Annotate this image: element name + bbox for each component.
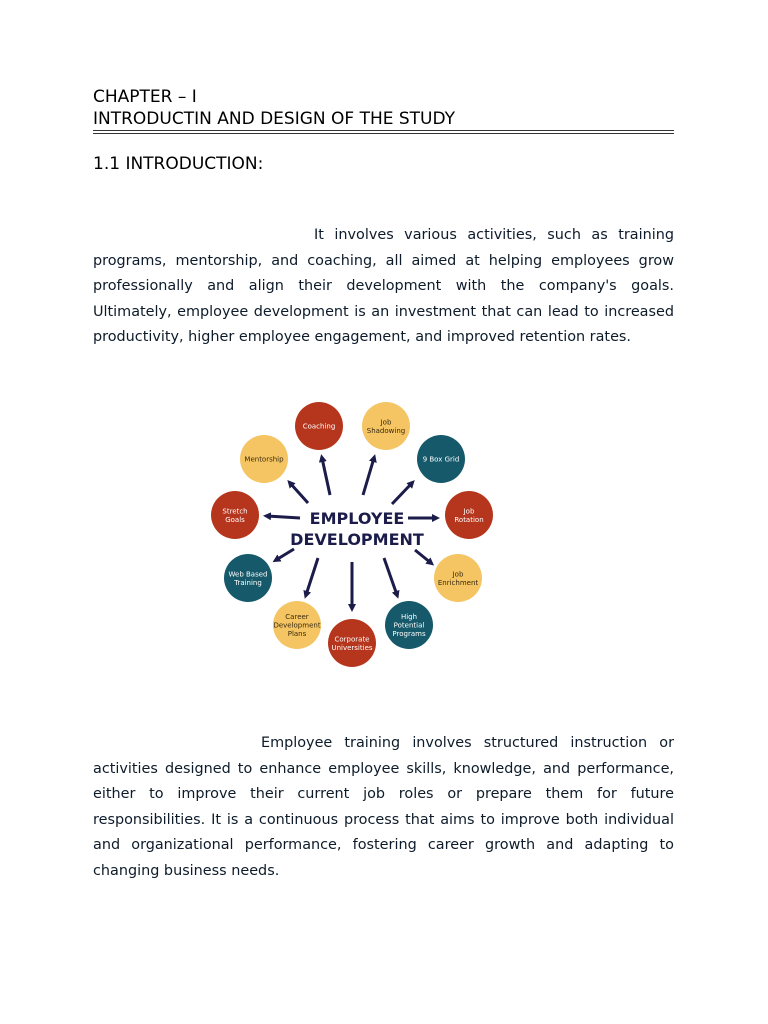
diagram-node-label: Training	[234, 578, 262, 587]
diagram-node-label: Development	[273, 621, 321, 630]
intro-paragraph: It involves various activities, such as training programs, mentorship, and coaching, all aimed at helping employees grow professionally and align their development with the company's goals. Ultimately, employee development is an investment that can lead to increased productivity, higher employee engagement, and improved retention rates.	[93, 227, 674, 345]
diagram-node	[417, 435, 465, 483]
diagram-arrow	[363, 458, 374, 495]
diagram-node-label: Plans	[287, 630, 307, 638]
diagram-node-label: Enrichment	[437, 578, 479, 587]
diagram-node-label: Coaching	[302, 422, 336, 431]
chapter-title: INTRODUCTIN AND DESIGN OF THE STUDY	[93, 109, 456, 129]
diagram-arrow	[306, 558, 318, 595]
diagram-node	[224, 554, 272, 602]
diagram-node-label: High	[400, 613, 418, 621]
diagram-arrow	[415, 550, 431, 563]
diagram-node	[211, 491, 259, 539]
diagram-node	[385, 601, 433, 649]
diagram-node-label: Rotation	[454, 515, 484, 524]
center-label-line1: EMPLOYEE	[309, 509, 405, 528]
diagram-node-label: Goals	[225, 515, 245, 524]
title-rule-top	[93, 130, 674, 131]
diagram-node-label: Corporate	[334, 635, 370, 644]
diagram-node-label: 9 Box Grid	[422, 455, 460, 464]
diagram-node-label: Mentorship	[244, 455, 284, 464]
diagram-node-label: Job	[463, 507, 475, 516]
diagram-node-label: Job	[380, 418, 392, 427]
diagram-node	[362, 402, 410, 450]
diagram-node-label: Web Based	[228, 570, 268, 579]
diagram-node-label: Stretch	[222, 507, 248, 516]
chapter-number: CHAPTER – I	[93, 87, 197, 107]
section-title: 1.1 INTRODUCTION:	[93, 154, 264, 174]
diagram-node	[240, 435, 288, 483]
diagram-node-label: Programs	[392, 630, 426, 638]
diagram-node	[434, 554, 482, 602]
diagram-node-label: Potential	[393, 621, 425, 630]
diagram-node	[295, 402, 343, 450]
diagram-svg	[160, 390, 550, 680]
diagram-arrow	[322, 458, 330, 495]
diagram-node	[445, 491, 493, 539]
diagram-arrow	[267, 516, 300, 518]
diagram-arrow	[392, 483, 412, 504]
center-label-line2: DEVELOPMENT	[290, 530, 424, 549]
diagram-node-label: Career	[285, 613, 309, 621]
diagram-node	[273, 601, 321, 649]
training-paragraph: Employee training involves structured instruction or activities designed to enhance employee skills, knowledge, and performance, either to improve their current job roles or prepare them for future responsibilities. It is a continuous process that aims to improve both individual and organizational performance, fostering career growth and adapting to changing business needs.	[93, 735, 674, 879]
diagram-arrow	[290, 483, 308, 503]
diagram-node-label: Shadowing	[366, 426, 406, 435]
diagram-node-label: Job	[452, 570, 464, 579]
diagram-arrow	[276, 549, 294, 560]
diagram-node-label: Universities	[331, 643, 373, 652]
diagram-node	[328, 619, 376, 667]
employee-development-diagram	[160, 390, 550, 680]
diagram-arrow	[384, 558, 397, 595]
title-rule-bottom	[93, 133, 674, 134]
